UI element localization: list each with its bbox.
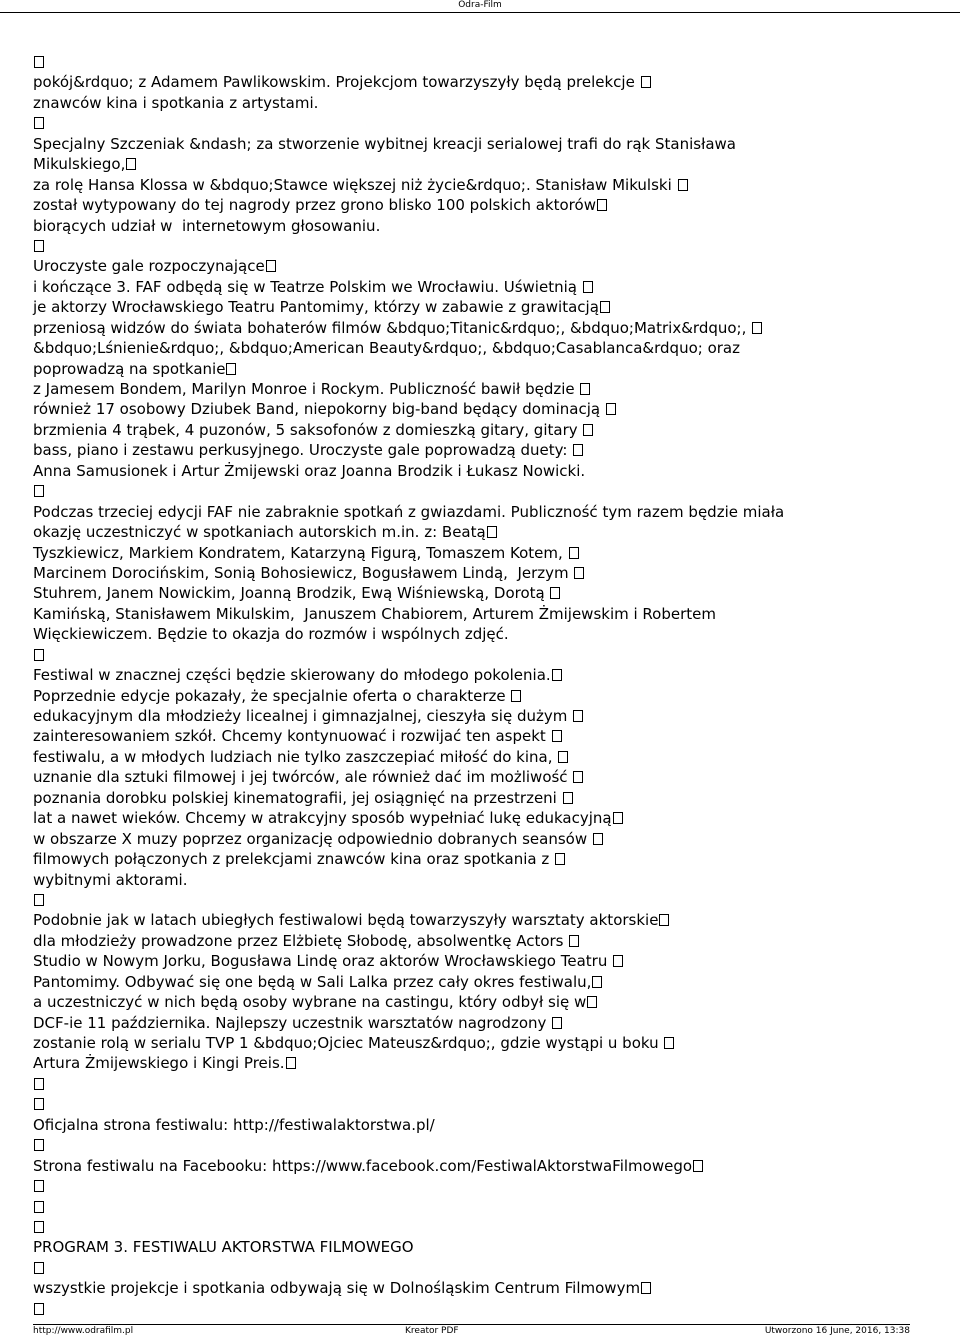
line-text: znawców kina i spotkania z artystami.: [33, 93, 319, 112]
missing-glyph-box-icon: [583, 281, 593, 293]
missing-glyph-box-icon: [613, 955, 623, 967]
line-text: Stuhrem, Janem Nowickim, Joanną Brodzik, Ewą Wiśniewską, Dorotą: [33, 584, 550, 603]
text-line: [33, 665, 933, 685]
text-line: [33, 379, 933, 399]
line-text: również 17 osobowy Dziubek Band, niepokorny big-band będący dominacją: [33, 400, 605, 419]
line-text: Oficjalna strona festiwalu: http://festiwalaktorstwa.pl/: [33, 1115, 435, 1134]
text-line: [33, 195, 933, 215]
line-text: Artura Żmijewskiego i Kingi Preis.: [33, 1054, 285, 1073]
missing-glyph-box-icon: [550, 587, 560, 599]
text-line: [33, 951, 933, 971]
line-text: poprowadzą na spotkanie: [33, 359, 226, 378]
text-line: [33, 359, 933, 379]
line-text: przeniosą widzów do świata bohaterów filmów &bdquo;Titanic&rdquo;, &bdquo;Matrix&rdquo;,: [33, 318, 752, 337]
text-line: [33, 767, 933, 787]
line-text: Specjalny Szczeniak &ndash; za stworzenie wybitnej kreacji serialowej trafi do rąk Stanisława: [33, 134, 737, 153]
text-line: [33, 399, 933, 419]
text-line: [33, 808, 933, 828]
missing-glyph-box-icon: [34, 1303, 44, 1315]
missing-glyph-box-icon: [569, 935, 579, 947]
text-line: [33, 583, 933, 603]
line-text: poznania dorobku polskiej kinematografii, jej osiągnięć na przestrzeni: [33, 788, 562, 807]
line-text: Festiwal w znacznej części będzie skierowany do młodego pokolenia.: [33, 666, 551, 685]
text-line: [33, 93, 933, 113]
text-line: [33, 706, 933, 726]
missing-glyph-box-icon: [600, 301, 610, 313]
missing-glyph-box-icon: [34, 1180, 44, 1192]
text-line: [33, 747, 933, 767]
missing-glyph-box-icon: [552, 669, 562, 681]
footer-url[interactable]: http://www.odrafilm.pl: [33, 1326, 134, 1336]
text-line: [33, 910, 933, 930]
missing-glyph-box-icon: [563, 792, 573, 804]
line-text: wybitnymi aktorami.: [33, 870, 188, 889]
text-line: [33, 1237, 933, 1257]
missing-glyph-box-icon: [593, 833, 603, 845]
text-line: [33, 849, 933, 869]
missing-glyph-box-icon: [573, 710, 583, 722]
line-text: Tyszkiewicz, Markiem Kondratem, Katarzyną Figurą, Tomaszem Kotem,: [33, 543, 568, 562]
missing-glyph-box-icon: [613, 812, 623, 824]
line-text: okazję uczestniczyć w spotkaniach autorskich m.in. z: Beatą: [33, 523, 486, 542]
missing-glyph-box-icon: [266, 260, 276, 272]
line-text: lat a nawet wieków. Chcemy w atrakcyjny sposób wypełniać lukę edukacyjną: [33, 809, 612, 828]
line-text: zostanie rolą w serialu TVP 1 &bdquo;Ojciec Mateusz&rdquo;, gdzie wystąpi u boku: [33, 1034, 664, 1052]
text-line: [33, 870, 933, 890]
missing-glyph-box-icon: [34, 894, 44, 906]
missing-glyph-box-icon: [641, 1282, 651, 1294]
text-line: [33, 1074, 933, 1094]
text-line: [33, 175, 933, 195]
text-line: [33, 502, 933, 522]
line-text: bass, piano i zestawu perkusyjnego. Uroczyste gale poprowadzą duety:: [33, 441, 573, 460]
text-line: [33, 1299, 933, 1319]
text-line: [33, 543, 933, 563]
site-title: Odra-Film: [458, 0, 502, 10]
line-text: z Jamesem Bondem, Marilyn Monroe i Rockym. Publiczność bawił będzie: [33, 380, 580, 398]
text-line: [33, 1013, 933, 1033]
missing-glyph-box-icon: [34, 649, 44, 661]
missing-glyph-box-icon: [587, 996, 597, 1008]
missing-glyph-box-icon: [126, 158, 136, 170]
line-text: Pantomimy. Odbywać się one będą w Sali Lalka przez cały okres festiwalu,: [33, 972, 592, 991]
line-text: zainteresowaniem szkół. Chcemy kontynuować i rozwijać ten aspekt: [33, 727, 551, 746]
text-line: [33, 461, 933, 481]
text-line: [33, 604, 933, 624]
missing-glyph-box-icon: [34, 1078, 44, 1090]
text-line: [33, 645, 933, 665]
text-line: [33, 931, 933, 951]
line-text: a uczestniczyć w nich będą osoby wybrane na castingu, który odbył się w: [33, 993, 587, 1012]
line-text: DCF-ie 11 października. Najlepszy uczestnik warsztatów nagrodzony: [33, 1013, 552, 1032]
text-line: [33, 1094, 933, 1114]
text-line: [33, 686, 933, 706]
line-text: został wytypowany do tej nagrody przez grono blisko 100 polskich aktorów: [33, 196, 596, 215]
line-text: brzmienia 4 trąbek, 4 puzonów, 5 saksofonów z domieszką gitary, gitary: [33, 420, 583, 439]
text-line: [33, 829, 933, 849]
line-text: biorących udział w internetowym głosowaniu.: [33, 216, 381, 235]
line-text: Strona festiwalu na Facebooku: https://www.facebook.com/FestiwalAktorstwaFilmowego: [33, 1156, 693, 1175]
text-line: [33, 481, 933, 501]
missing-glyph-box-icon: [34, 117, 44, 129]
missing-glyph-box-icon: [487, 526, 497, 538]
missing-glyph-box-icon: [752, 322, 762, 334]
text-line: [33, 113, 933, 133]
text-line: [33, 1258, 933, 1278]
line-text: Studio w Nowym Jorku, Bogusława Lindę oraz aktorów Wrocławskiego Teatru: [33, 952, 613, 971]
text-line: [33, 972, 933, 992]
text-line: [33, 1197, 933, 1217]
text-line: [33, 1217, 933, 1237]
line-text: w obszarze X muzy poprzez organizację odpowiednio dobranych seansów: [33, 829, 592, 848]
line-text: Poprzednie edycje pokazały, że specjalnie oferta o charakterze: [33, 686, 511, 705]
text-line: [33, 788, 933, 808]
text-line: [33, 52, 933, 72]
missing-glyph-box-icon: [693, 1160, 703, 1172]
missing-glyph-box-icon: [34, 1139, 44, 1151]
text-line: [33, 1115, 933, 1135]
missing-glyph-box-icon: [34, 1262, 44, 1274]
text-line: [33, 1278, 933, 1298]
text-line: [33, 318, 933, 338]
missing-glyph-box-icon: [573, 771, 583, 783]
line-text: dla młodzieży prowadzone przez Elżbietę Słobodę, absolwentkę Actors: [33, 931, 569, 950]
missing-glyph-box-icon: [34, 1221, 44, 1233]
text-line: [33, 624, 933, 644]
line-text: Kamińską, Stanisławem Mikulskim, Januszem Chabiorem, Arturem Żmijewskim i Robertem: [33, 604, 716, 623]
missing-glyph-box-icon: [569, 547, 579, 559]
text-line: [33, 256, 933, 276]
line-text: Anna Samusionek i Artur Żmijewski oraz Joanna Brodzik i Łukasz Nowicki.: [33, 461, 586, 480]
text-line: [33, 726, 933, 746]
missing-glyph-box-icon: [592, 976, 602, 988]
text-line: [33, 154, 933, 174]
text-line: [33, 134, 933, 154]
text-line: [33, 277, 933, 297]
text-line: [33, 1053, 933, 1073]
line-text: PROGRAM 3. FESTIWALU AKTORSTWA FILMOWEGO: [33, 1238, 414, 1257]
missing-glyph-box-icon: [226, 363, 236, 375]
missing-glyph-box-icon: [606, 403, 616, 415]
page-header: [0, 0, 960, 13]
text-line: [33, 216, 933, 236]
line-text: festiwalu, a w młodych ludziach nie tylko zaszczepiać miłość do kina,: [33, 747, 558, 766]
text-line: [33, 72, 933, 92]
line-text: edukacyjnym dla młodzieży licealnej i gimnazjalnej, cieszyła się dużym: [33, 707, 573, 725]
line-text: za rolę Hansa Klossa w &bdquo;Stawce większej niż życie&rdquo;. Stanisław Mikulski: [33, 175, 677, 194]
text-line: [33, 1033, 933, 1053]
missing-glyph-box-icon: [286, 1057, 296, 1069]
text-line: [33, 890, 933, 910]
line-text: i kończące 3. FAF odbędą się w Teatrze Polskim we Wrocławiu. Uświetnią: [33, 277, 582, 296]
missing-glyph-box-icon: [511, 690, 521, 702]
line-text: Uroczyste gale rozpoczynające: [33, 257, 265, 276]
line-text: je aktorzy Wrocławskiego Teatru Pantomimy, którzy w zabawie z grawitacją: [33, 298, 599, 317]
line-text: filmowych połączonych z prelekcjami znawców kina oraz spotkania z: [33, 850, 554, 869]
missing-glyph-box-icon: [34, 240, 44, 252]
text-line: [33, 522, 933, 542]
text-line: [33, 440, 933, 460]
footer-creator: Kreator PDF: [405, 1326, 459, 1336]
text-line: [33, 1156, 933, 1176]
text-line: [33, 420, 933, 440]
missing-glyph-box-icon: [574, 567, 584, 579]
line-text: uznanie dla sztuki filmowej i jej twórców, ale również dać im możliwość: [33, 768, 573, 787]
text-line: [33, 236, 933, 256]
line-text: Marcinem Dorocińskim, Sonią Bohosiewicz, Bogusławem Lindą, Jerzym: [33, 563, 574, 582]
missing-glyph-box-icon: [555, 853, 565, 865]
text-line: [33, 1135, 933, 1155]
missing-glyph-box-icon: [678, 179, 688, 191]
missing-glyph-box-icon: [641, 76, 651, 88]
footer-created-date: Utworzono 16 June, 2016, 13:38: [764, 1326, 910, 1336]
line-text: Mikulskiego,: [33, 155, 126, 174]
missing-glyph-box-icon: [34, 485, 44, 497]
missing-glyph-box-icon: [34, 1098, 44, 1110]
missing-glyph-box-icon: [34, 1201, 44, 1213]
text-line: [33, 992, 933, 1012]
line-text: Podczas trzeciej edycji FAF nie zabraknie spotkań z gwiazdami. Publiczność tym razem będzie miała: [33, 502, 785, 521]
missing-glyph-box-icon: [659, 914, 669, 926]
missing-glyph-box-icon: [597, 199, 607, 211]
missing-glyph-box-icon: [552, 730, 562, 742]
line-text: pokój&rdquo; z Adamem Pawlikowskim. Projekcjom towarzyszyły będą prelekcje: [33, 73, 640, 92]
line-text: Więckiewiczem. Będzie to okazja do rozmów i wspólnych zdjęć.: [33, 625, 509, 644]
missing-glyph-box-icon: [558, 751, 568, 763]
page-footer: [33, 1324, 910, 1338]
line-text: Podobnie jak w latach ubiegłych festiwalowi będą towarzyszyły warsztaty aktorskie: [33, 911, 659, 930]
line-text: wszystkie projekcje i spotkania odbywają się w Dolnośląskim Centrum Filmowym: [33, 1279, 641, 1298]
missing-glyph-box-icon: [552, 1017, 562, 1029]
text-line: [33, 1176, 933, 1196]
text-line: [33, 338, 933, 358]
missing-glyph-box-icon: [583, 424, 593, 436]
missing-glyph-box-icon: [664, 1037, 674, 1049]
article-body: [33, 52, 933, 1319]
missing-glyph-box-icon: [580, 383, 590, 395]
line-text: &bdquo;Lśnienie&rdquo;, &bdquo;American Beauty&rdquo;, &bdquo;Casablanca&rdquo; oraz: [33, 339, 740, 358]
missing-glyph-box-icon: [34, 56, 44, 68]
text-line: [33, 563, 933, 583]
text-line: [33, 297, 933, 317]
missing-glyph-box-icon: [573, 444, 583, 456]
